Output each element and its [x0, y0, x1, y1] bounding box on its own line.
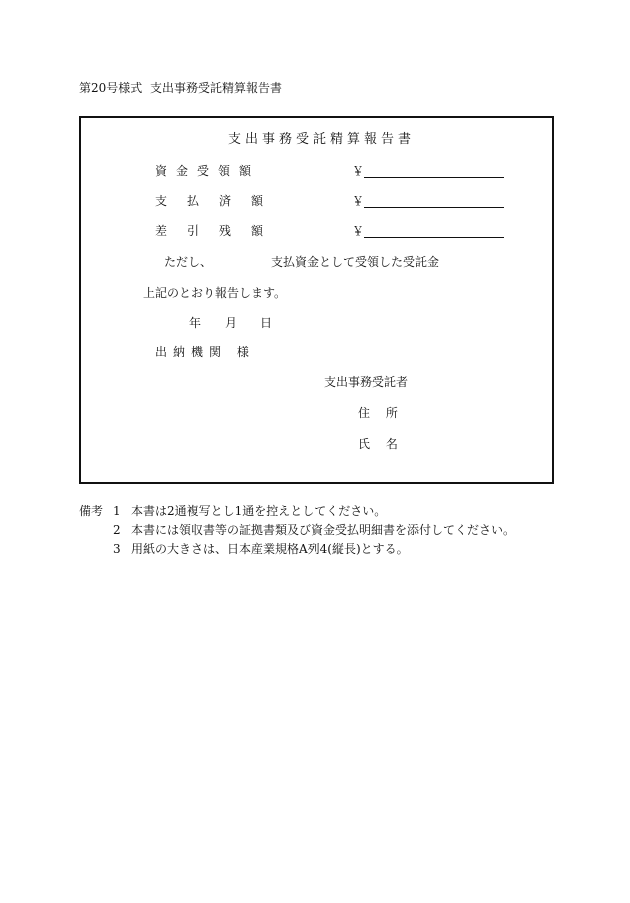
- funds-received-label: 資金受領額: [155, 164, 261, 178]
- remarks-label: 備考: [79, 504, 104, 518]
- remark-2-number: 2: [113, 523, 121, 537]
- header-title: 支出事務受託精算報告書: [150, 81, 283, 95]
- addressee: 出納機関 様: [155, 345, 255, 359]
- name-label: 氏 名: [358, 437, 404, 451]
- remark-2-text: 本書には領収書等の証拠書類及び資金受払明細書を添付してください。: [131, 523, 516, 537]
- date-day: 日: [260, 316, 273, 330]
- form-title: 支出事務受託精算報告書: [228, 132, 416, 147]
- remark-3-number: 3: [113, 542, 121, 556]
- balance-line: [364, 237, 504, 238]
- remark-1-text: 本書は2通複写とし1通を控えとしてください。: [131, 504, 387, 518]
- balance-label: 差引残額: [155, 224, 284, 238]
- remark-1-number: 1: [113, 504, 121, 518]
- address-label: 住 所: [358, 406, 404, 420]
- paid-amount-yen: ￥: [352, 194, 365, 208]
- paid-amount-line: [364, 207, 504, 208]
- note-prefix: ただし、: [164, 255, 213, 269]
- date-month: 月: [225, 316, 238, 330]
- report-form-box: [79, 116, 554, 484]
- funds-received-line: [364, 177, 504, 178]
- balance-yen: ￥: [352, 224, 365, 238]
- funds-received-yen: ￥: [352, 164, 365, 178]
- remark-3-text: 用紙の大きさは、日本産業規格A列4(縦長)とする。: [131, 542, 409, 556]
- note-text: 支払資金として受領した受託金: [271, 255, 440, 269]
- reporter-title: 支出事務受託者: [324, 375, 409, 389]
- report-statement: 上記のとおり報告します。: [143, 286, 287, 300]
- date-year: 年: [189, 316, 202, 330]
- paid-amount-label: 支払済額: [155, 194, 284, 208]
- form-number: 第20号様式: [79, 81, 143, 95]
